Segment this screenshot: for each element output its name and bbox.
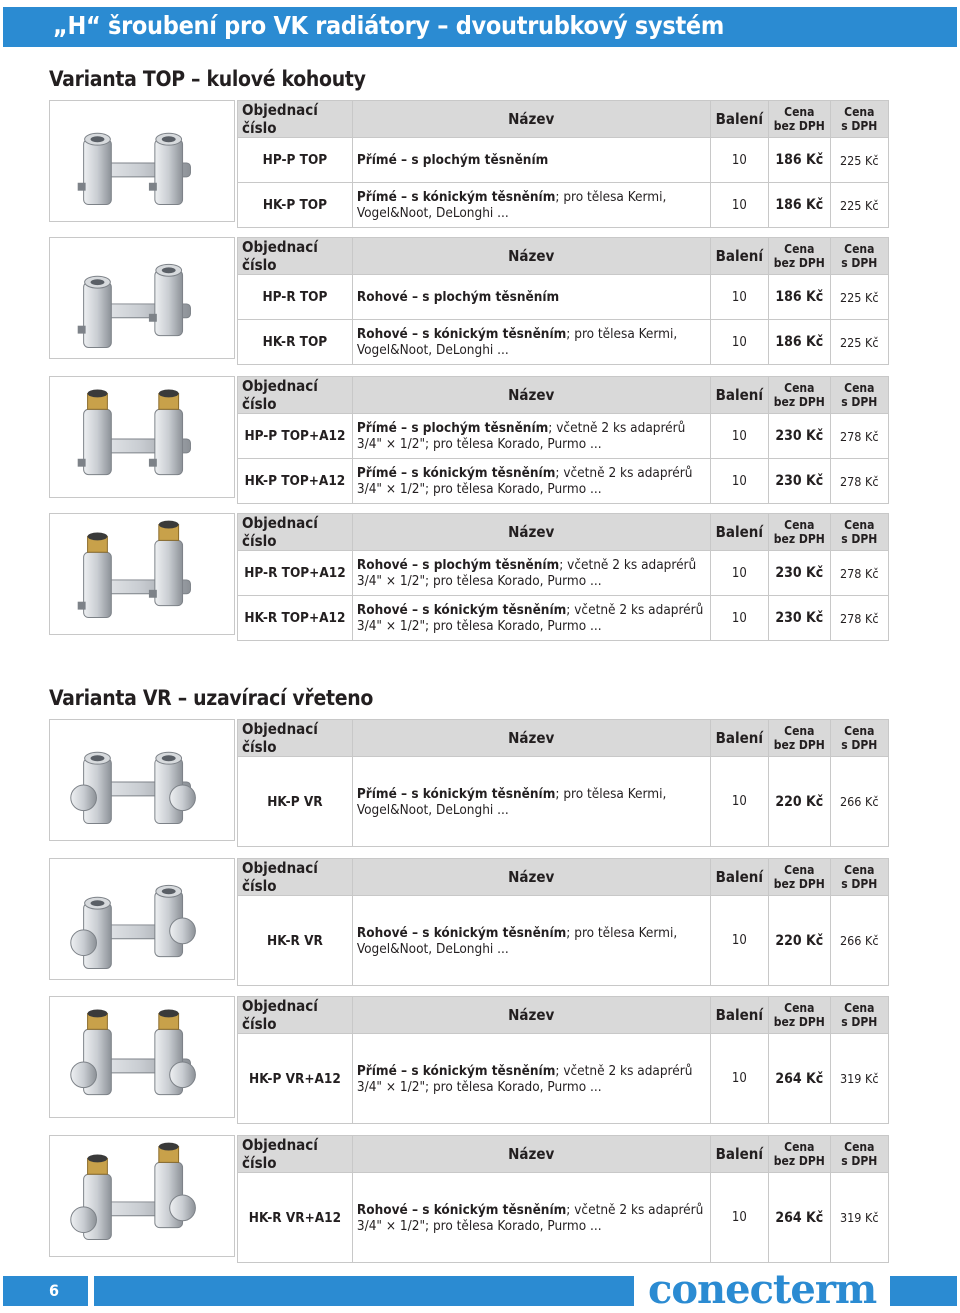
price-net: 186 Kč xyxy=(769,320,830,365)
order-code: HK-R TOP+A12 xyxy=(238,596,353,641)
product-name: Rohové – s plochým těsněním; včetně 2 ks adaprérů 3/4" × 1/2"; pro tělesa Korado, Purmo ... xyxy=(352,551,710,596)
price-gross: 225 Kč xyxy=(830,138,888,183)
table-header-row xyxy=(238,238,889,275)
col-header-price-gross: Cena s DPH xyxy=(830,101,888,138)
price-net: 230 Kč xyxy=(769,459,830,504)
product-table xyxy=(237,1135,889,1263)
product-block xyxy=(49,100,889,222)
footer-page-box xyxy=(3,1276,88,1306)
product-name: Přímé – s kónickým těsněním; pro tělesa Kermi, Vogel&Noot, DeLonghi ... xyxy=(352,757,710,847)
table-row xyxy=(238,459,889,504)
price-gross: 278 Kč xyxy=(830,414,888,459)
price-gross: 319 Kč xyxy=(830,1173,888,1263)
product-block xyxy=(49,513,889,635)
product-name: Přímé – s kónickým těsněním; včetně 2 ks adaprérů 3/4" × 1/2"; pro tělesa Korado, Purmo ... xyxy=(352,1034,710,1124)
product-table xyxy=(237,996,889,1124)
price-net: 264 Kč xyxy=(769,1173,830,1263)
order-code: HK-P TOP+A12 xyxy=(238,459,353,504)
package-qty: 10 xyxy=(710,275,768,320)
price-net: 220 Kč xyxy=(769,896,830,986)
col-header-price-gross: Cena s DPH xyxy=(830,238,888,275)
col-header-name: Název xyxy=(352,1136,710,1173)
price-net: 186 Kč xyxy=(769,183,830,228)
table-row xyxy=(238,1034,889,1124)
order-code: HK-P VR xyxy=(238,757,353,847)
product-image xyxy=(49,1135,235,1257)
col-header-price-net: Cena bez DPH xyxy=(769,1136,830,1173)
valve-image-icon xyxy=(50,997,234,1117)
col-header-name: Název xyxy=(352,377,710,414)
product-name: Rohové – s kónickým těsněním; včetně 2 ks adaprérů 3/4" × 1/2"; pro tělesa Korado, Purmo ... xyxy=(352,1173,710,1263)
title-bar xyxy=(3,7,957,47)
product-name: Přímé – s kónickým těsněním; pro tělesa Kermi, Vogel&Noot, DeLonghi ... xyxy=(352,183,710,228)
product-table xyxy=(237,858,889,986)
product-name: Rohové – s plochým těsněním xyxy=(352,275,710,320)
col-header-code: Objednací číslo xyxy=(238,1136,353,1173)
order-code: HP-R TOP xyxy=(238,275,353,320)
valve-image-icon xyxy=(50,101,234,221)
package-qty: 10 xyxy=(710,757,768,847)
price-gross: 266 Kč xyxy=(830,896,888,986)
product-name: Rohové – s kónickým těsněním; včetně 2 ks adaprérů 3/4" × 1/2"; pro tělesa Korado, Purmo ... xyxy=(352,596,710,641)
product-image xyxy=(49,513,235,635)
col-header-package: Balení xyxy=(710,377,768,414)
price-gross: 266 Kč xyxy=(830,757,888,847)
order-code: HK-P TOP xyxy=(238,183,353,228)
col-header-code: Objednací číslo xyxy=(238,101,353,138)
col-header-price-net: Cena bez DPH xyxy=(769,238,830,275)
table-row xyxy=(238,1173,889,1263)
price-gross: 225 Kč xyxy=(830,320,888,365)
product-name: Přímé – s kónickým těsněním; včetně 2 ks adaprérů 3/4" × 1/2"; pro tělesa Korado, Purmo ... xyxy=(352,459,710,504)
product-block xyxy=(49,719,889,841)
price-net: 186 Kč xyxy=(769,138,830,183)
table-header-row xyxy=(238,859,889,896)
product-image xyxy=(49,100,235,222)
product-table xyxy=(237,237,889,365)
price-gross: 225 Kč xyxy=(830,183,888,228)
package-qty: 10 xyxy=(710,596,768,641)
col-header-name: Název xyxy=(352,720,710,757)
table-header-row xyxy=(238,101,889,138)
price-gross: 225 Kč xyxy=(830,275,888,320)
footer-bar-right xyxy=(890,1276,957,1306)
product-block xyxy=(49,1135,889,1257)
order-code: HK-P VR+A12 xyxy=(238,1034,353,1124)
price-gross: 278 Kč xyxy=(830,551,888,596)
price-gross: 278 Kč xyxy=(830,596,888,641)
product-block xyxy=(49,376,889,498)
price-net: 186 Kč xyxy=(769,275,830,320)
price-net: 264 Kč xyxy=(769,1034,830,1124)
package-qty: 10 xyxy=(710,896,768,986)
col-header-name: Název xyxy=(352,514,710,551)
order-code: HP-P TOP xyxy=(238,138,353,183)
col-header-name: Název xyxy=(352,101,710,138)
valve-image-icon xyxy=(50,1136,234,1256)
col-header-price-gross: Cena s DPH xyxy=(830,514,888,551)
col-header-price-net: Cena bez DPH xyxy=(769,101,830,138)
product-name: Rohové – s kónickým těsněním; pro tělesa Kermi, Vogel&Noot, DeLonghi ... xyxy=(352,320,710,365)
section-title-top: Varianta TOP – kulové kohouty xyxy=(49,67,366,91)
footer-bar xyxy=(94,1276,634,1306)
price-net: 230 Kč xyxy=(769,414,830,459)
table-header-row xyxy=(238,720,889,757)
product-block xyxy=(49,996,889,1118)
product-name: Přímé – s plochým těsněním; včetně 2 ks adaprérů 3/4" × 1/2"; pro tělesa Korado, Purmo ... xyxy=(352,414,710,459)
product-image xyxy=(49,719,235,841)
product-image xyxy=(49,237,235,359)
product-table xyxy=(237,376,889,504)
valve-image-icon xyxy=(50,377,234,497)
col-header-package: Balení xyxy=(710,101,768,138)
product-table xyxy=(237,719,889,847)
order-code: HP-P TOP+A12 xyxy=(238,414,353,459)
valve-image-icon xyxy=(50,514,234,634)
package-qty: 10 xyxy=(710,320,768,365)
order-code: HK-R VR xyxy=(238,896,353,986)
col-header-price-gross: Cena s DPH xyxy=(830,1136,888,1173)
product-image xyxy=(49,996,235,1118)
col-header-code: Objednací číslo xyxy=(238,997,353,1034)
col-header-price-gross: Cena s DPH xyxy=(830,859,888,896)
col-header-price-net: Cena bez DPH xyxy=(769,377,830,414)
product-block xyxy=(49,237,889,359)
product-table xyxy=(237,513,889,641)
col-header-package: Balení xyxy=(710,238,768,275)
table-row xyxy=(238,138,889,183)
valve-image-icon xyxy=(50,859,234,979)
product-name: Rohové – s kónickým těsněním; pro tělesa Kermi, Vogel&Noot, DeLonghi ... xyxy=(352,896,710,986)
price-gross: 319 Kč xyxy=(830,1034,888,1124)
page-title: „H“ šroubení pro VK radiátory – dvoutrubkový systém xyxy=(53,11,724,40)
page-number: 6 xyxy=(49,1281,60,1300)
col-header-package: Balení xyxy=(710,997,768,1034)
col-header-package: Balení xyxy=(710,514,768,551)
product-block xyxy=(49,858,889,980)
table-row xyxy=(238,757,889,847)
col-header-code: Objednací číslo xyxy=(238,859,353,896)
col-header-price-net: Cena bez DPH xyxy=(769,720,830,757)
table-header-row xyxy=(238,997,889,1034)
valve-image-icon xyxy=(50,238,234,358)
product-name: Přímé – s plochým těsněním xyxy=(352,138,710,183)
col-header-price-net: Cena bez DPH xyxy=(769,997,830,1034)
order-code: HK-R TOP xyxy=(238,320,353,365)
table-row xyxy=(238,275,889,320)
col-header-price-gross: Cena s DPH xyxy=(830,720,888,757)
order-code: HP-R TOP+A12 xyxy=(238,551,353,596)
product-image xyxy=(49,858,235,980)
col-header-name: Název xyxy=(352,238,710,275)
table-header-row xyxy=(238,377,889,414)
price-net: 230 Kč xyxy=(769,596,830,641)
table-header-row xyxy=(238,514,889,551)
col-header-name: Název xyxy=(352,859,710,896)
brand-logo: conecterm xyxy=(648,1266,877,1313)
product-image xyxy=(49,376,235,498)
valve-image-icon xyxy=(50,720,234,840)
col-header-name: Název xyxy=(352,997,710,1034)
col-header-package: Balení xyxy=(710,859,768,896)
price-gross: 278 Kč xyxy=(830,459,888,504)
col-header-code: Objednací číslo xyxy=(238,238,353,275)
package-qty: 10 xyxy=(710,138,768,183)
col-header-package: Balení xyxy=(710,1136,768,1173)
table-row xyxy=(238,596,889,641)
price-net: 220 Kč xyxy=(769,757,830,847)
col-header-price-gross: Cena s DPH xyxy=(830,997,888,1034)
col-header-code: Objednací číslo xyxy=(238,720,353,757)
package-qty: 10 xyxy=(710,551,768,596)
package-qty: 10 xyxy=(710,459,768,504)
col-header-price-net: Cena bez DPH xyxy=(769,514,830,551)
package-qty: 10 xyxy=(710,414,768,459)
product-table xyxy=(237,100,889,228)
table-row xyxy=(238,414,889,459)
table-row xyxy=(238,551,889,596)
order-code: HK-R VR+A12 xyxy=(238,1173,353,1263)
table-row xyxy=(238,896,889,986)
package-qty: 10 xyxy=(710,183,768,228)
col-header-package: Balení xyxy=(710,720,768,757)
col-header-code: Objednací číslo xyxy=(238,514,353,551)
col-header-price-gross: Cena s DPH xyxy=(830,377,888,414)
table-row xyxy=(238,183,889,228)
col-header-code: Objednací číslo xyxy=(238,377,353,414)
section-title-vr: Varianta VR – uzavírací vřeteno xyxy=(49,686,374,710)
col-header-price-net: Cena bez DPH xyxy=(769,859,830,896)
package-qty: 10 xyxy=(710,1173,768,1263)
table-header-row xyxy=(238,1136,889,1173)
package-qty: 10 xyxy=(710,1034,768,1124)
price-net: 230 Kč xyxy=(769,551,830,596)
table-row xyxy=(238,320,889,365)
